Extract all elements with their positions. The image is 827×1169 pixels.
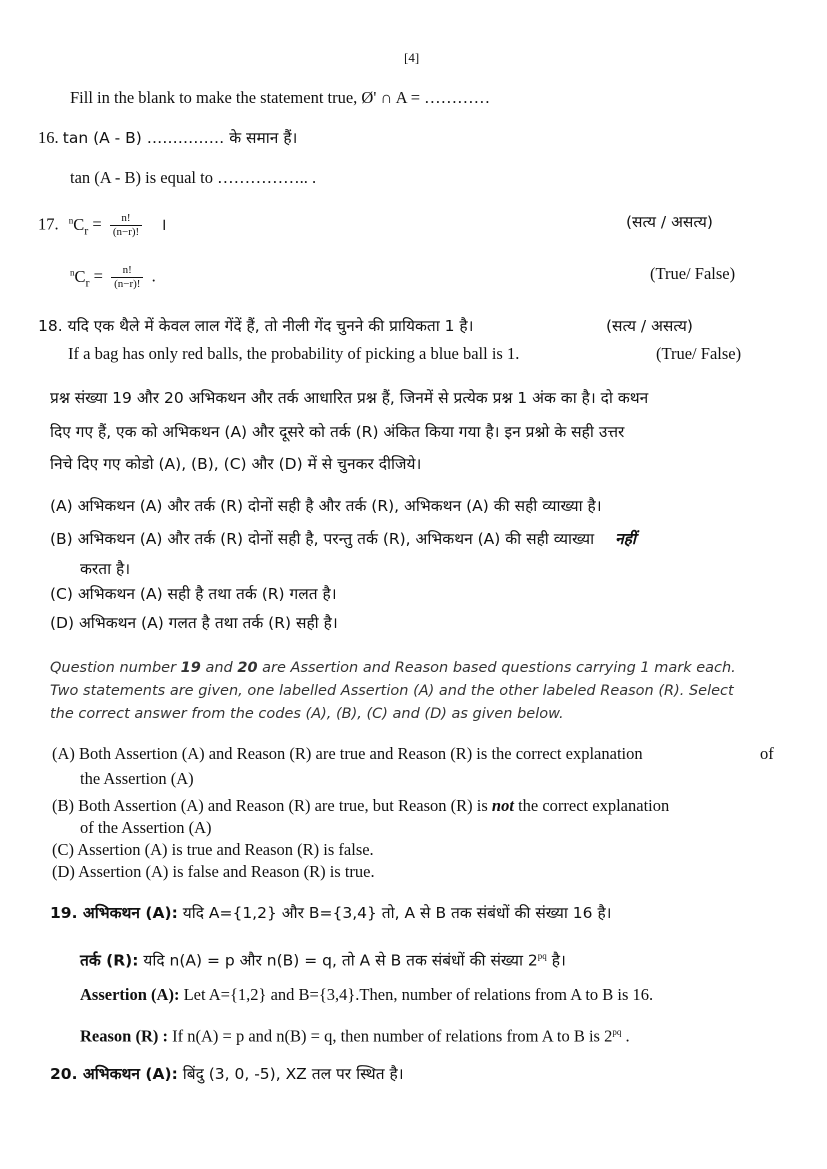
option-hindi-b (50, 529, 636, 549)
q20-hindi-assert-text: बिंदु (3, 0, -5), XZ तल पर स्थित है। (177, 1065, 404, 1083)
option-english-c: (C) Assertion (A) is true and Reason (R) is false. (52, 840, 374, 859)
instr-en-l1b: are Assertion and Reason based questions carrying 1 mark each. (257, 660, 736, 676)
q19-eng-reason-text: If n(A) = p and n(B) = q, then number of relations from A to B is 2 (168, 1026, 613, 1046)
q17-fraction (110, 212, 142, 239)
q16-english: tan (A - B) is equal to …………….. . (70, 168, 317, 187)
instructions-hindi-line-1: प्रश्न संख्या 19 और 20 अभिकथन और तर्क आधारित प्रश्न हैं, जिनमें से प्रत्येक प्रश्न 1 अंक का है। दो कथन (50, 389, 649, 407)
q18-english-tag: (True/ False) (656, 344, 742, 363)
q19-hindi-reason (80, 946, 566, 971)
q17-lhs: C (73, 214, 85, 234)
q19-eng-assert-label: Assertion (A): (80, 985, 180, 1004)
q19-hindi-reason-text: यदि n(A) = p और n(B) = q, तो A से B तक संबंधों की संख्या 2 (138, 951, 538, 970)
q17-numerator-2: n! (111, 264, 143, 278)
q19-sup-pq-2: pq (612, 1027, 622, 1037)
q19-english-assertion (80, 985, 653, 1005)
q19-label: 19. अभिकथन (A): (50, 904, 178, 922)
q18-hindi-tag: (सत्य / असत्य) (606, 317, 693, 335)
instr-en-20: 20 (237, 660, 258, 676)
option-hindi-c: (C) अभिकथन (A) सही है तथा तर्क (R) गलत है। (50, 585, 337, 603)
q19-hindi-reason-end: है। (546, 951, 566, 970)
option-english-b-text-2: the correct explanation (513, 796, 670, 815)
q17-lhs-2: C (74, 266, 86, 286)
instructions-hindi-line-2: दिए गए हैं, एक को अभिकथन (A) और दूसरे को तर्क (R) अंकित किया गया है। इन प्रश्नो के सही उत्तर (50, 423, 625, 441)
q19-hindi-assertion (50, 903, 612, 923)
option-english-b-cont: of the Assertion (A) (80, 818, 212, 837)
q20-hindi-assertion (50, 1064, 404, 1084)
option-hindi-d: (D) अभिकथन (A) गलत है तथा तर्क (R) सही है। (50, 614, 338, 632)
q19-english-reason (80, 1022, 630, 1047)
q20-label: 20. अभिकथन (A): (50, 1065, 178, 1083)
q17-english-end: . (151, 266, 156, 286)
q17-hindi-tag: (सत्य / असत्य) (626, 213, 713, 231)
q17-fraction-2 (111, 264, 143, 291)
q17-denominator-2: (n−r)! (114, 278, 141, 291)
option-english-a-of: of (760, 744, 774, 763)
q17-sub-r: r (84, 222, 89, 237)
q16-hindi (38, 128, 297, 148)
option-english-a-cont: the Assertion (A) (80, 769, 194, 788)
q17-sup-n: n (68, 215, 74, 225)
option-hindi-b-emphasis: नहीं (615, 530, 636, 548)
q15-fill-blank: Fill in the blank to make the statement true, Ø' ∩ A = ………… (70, 88, 491, 107)
instructions-english-line-3: the correct answer from the codes (A), (B), (C) and (D) as given below. (50, 706, 564, 722)
option-english-d: (D) Assertion (A) is false and Reason (R) is true. (52, 862, 375, 881)
q17-numerator: n! (110, 212, 142, 226)
q16-hindi-text: tan (A - B) …………… के समान हैं। (62, 129, 298, 147)
q19-hindi-assert-text: यदि A={1,2} और B={3,4} तो, A से B तक संबंधों की संख्या 16 है। (177, 904, 612, 922)
q17-eq-2: = (93, 266, 103, 286)
option-english-a: (A) Both Assertion (A) and Reason (R) are true and Reason (R) is the correct explanation (52, 744, 643, 763)
option-hindi-a: (A) अभिकथन (A) और तर्क (R) दोनों सही है और तर्क (R), अभिकथन (A) की सही व्याख्या है। (50, 497, 602, 515)
page-number: [4] (404, 50, 420, 65)
q17-denominator: (n−r)! (112, 226, 140, 239)
instr-en-l1a: Question number (50, 660, 181, 676)
q17-hindi-end: । (160, 214, 167, 234)
q19-sup-pq: pq (537, 951, 547, 961)
q17-english (70, 262, 156, 292)
q17-sup-n-2: n (70, 267, 75, 277)
q17-english-tag: (True/ False) (650, 264, 736, 283)
q17-number: 17. (38, 214, 59, 234)
option-english-b-text: (B) Both Assertion (A) and Reason (R) are true, but Reason (R) is (52, 796, 492, 815)
q19-reason-label: तर्क (R): (80, 951, 139, 970)
q17-sub-r-2: r (85, 274, 90, 289)
option-hindi-b-cont: करता है। (80, 560, 131, 578)
q19-eng-reason-label: Reason (R) : (80, 1026, 168, 1046)
instr-en-19: 19 (180, 660, 201, 676)
option-english-b-not: not (491, 796, 514, 815)
q18-hindi: 18. यदि एक थैले में केवल लाल गेंदें हैं, तो नीली गेंद चुनने की प्रायिकता 1 है। (38, 317, 474, 335)
q19-eng-reason-end: . (621, 1026, 630, 1046)
instructions-hindi-line-3: निचे दिए गए कोडो (A), (B), (C) और (D) में से चुनकर दीजिये। (50, 455, 422, 473)
option-hindi-b-text: (B) अभिकथन (A) और तर्क (R) दोनों सही है, परन्तु तर्क (R), अभिकथन (A) की सही व्याख्या (50, 530, 595, 548)
instr-en-and: and (200, 660, 238, 676)
q16-number: 16. (38, 128, 59, 147)
q19-eng-assert-text: Let A={1,2} and B={3,4}.Then, number of relations from A to B is 16. (179, 985, 654, 1004)
q17-eq: = (92, 214, 102, 234)
q17-hindi (38, 210, 167, 240)
option-english-b (52, 796, 669, 816)
instructions-english-line-1 (50, 658, 736, 678)
instructions-english-line-2: Two statements are given, one labelled Assertion (A) and the other labeled Reason (R). Select (50, 683, 734, 699)
q18-english: If a bag has only red balls, the probability of picking a blue ball is 1. (68, 344, 520, 363)
